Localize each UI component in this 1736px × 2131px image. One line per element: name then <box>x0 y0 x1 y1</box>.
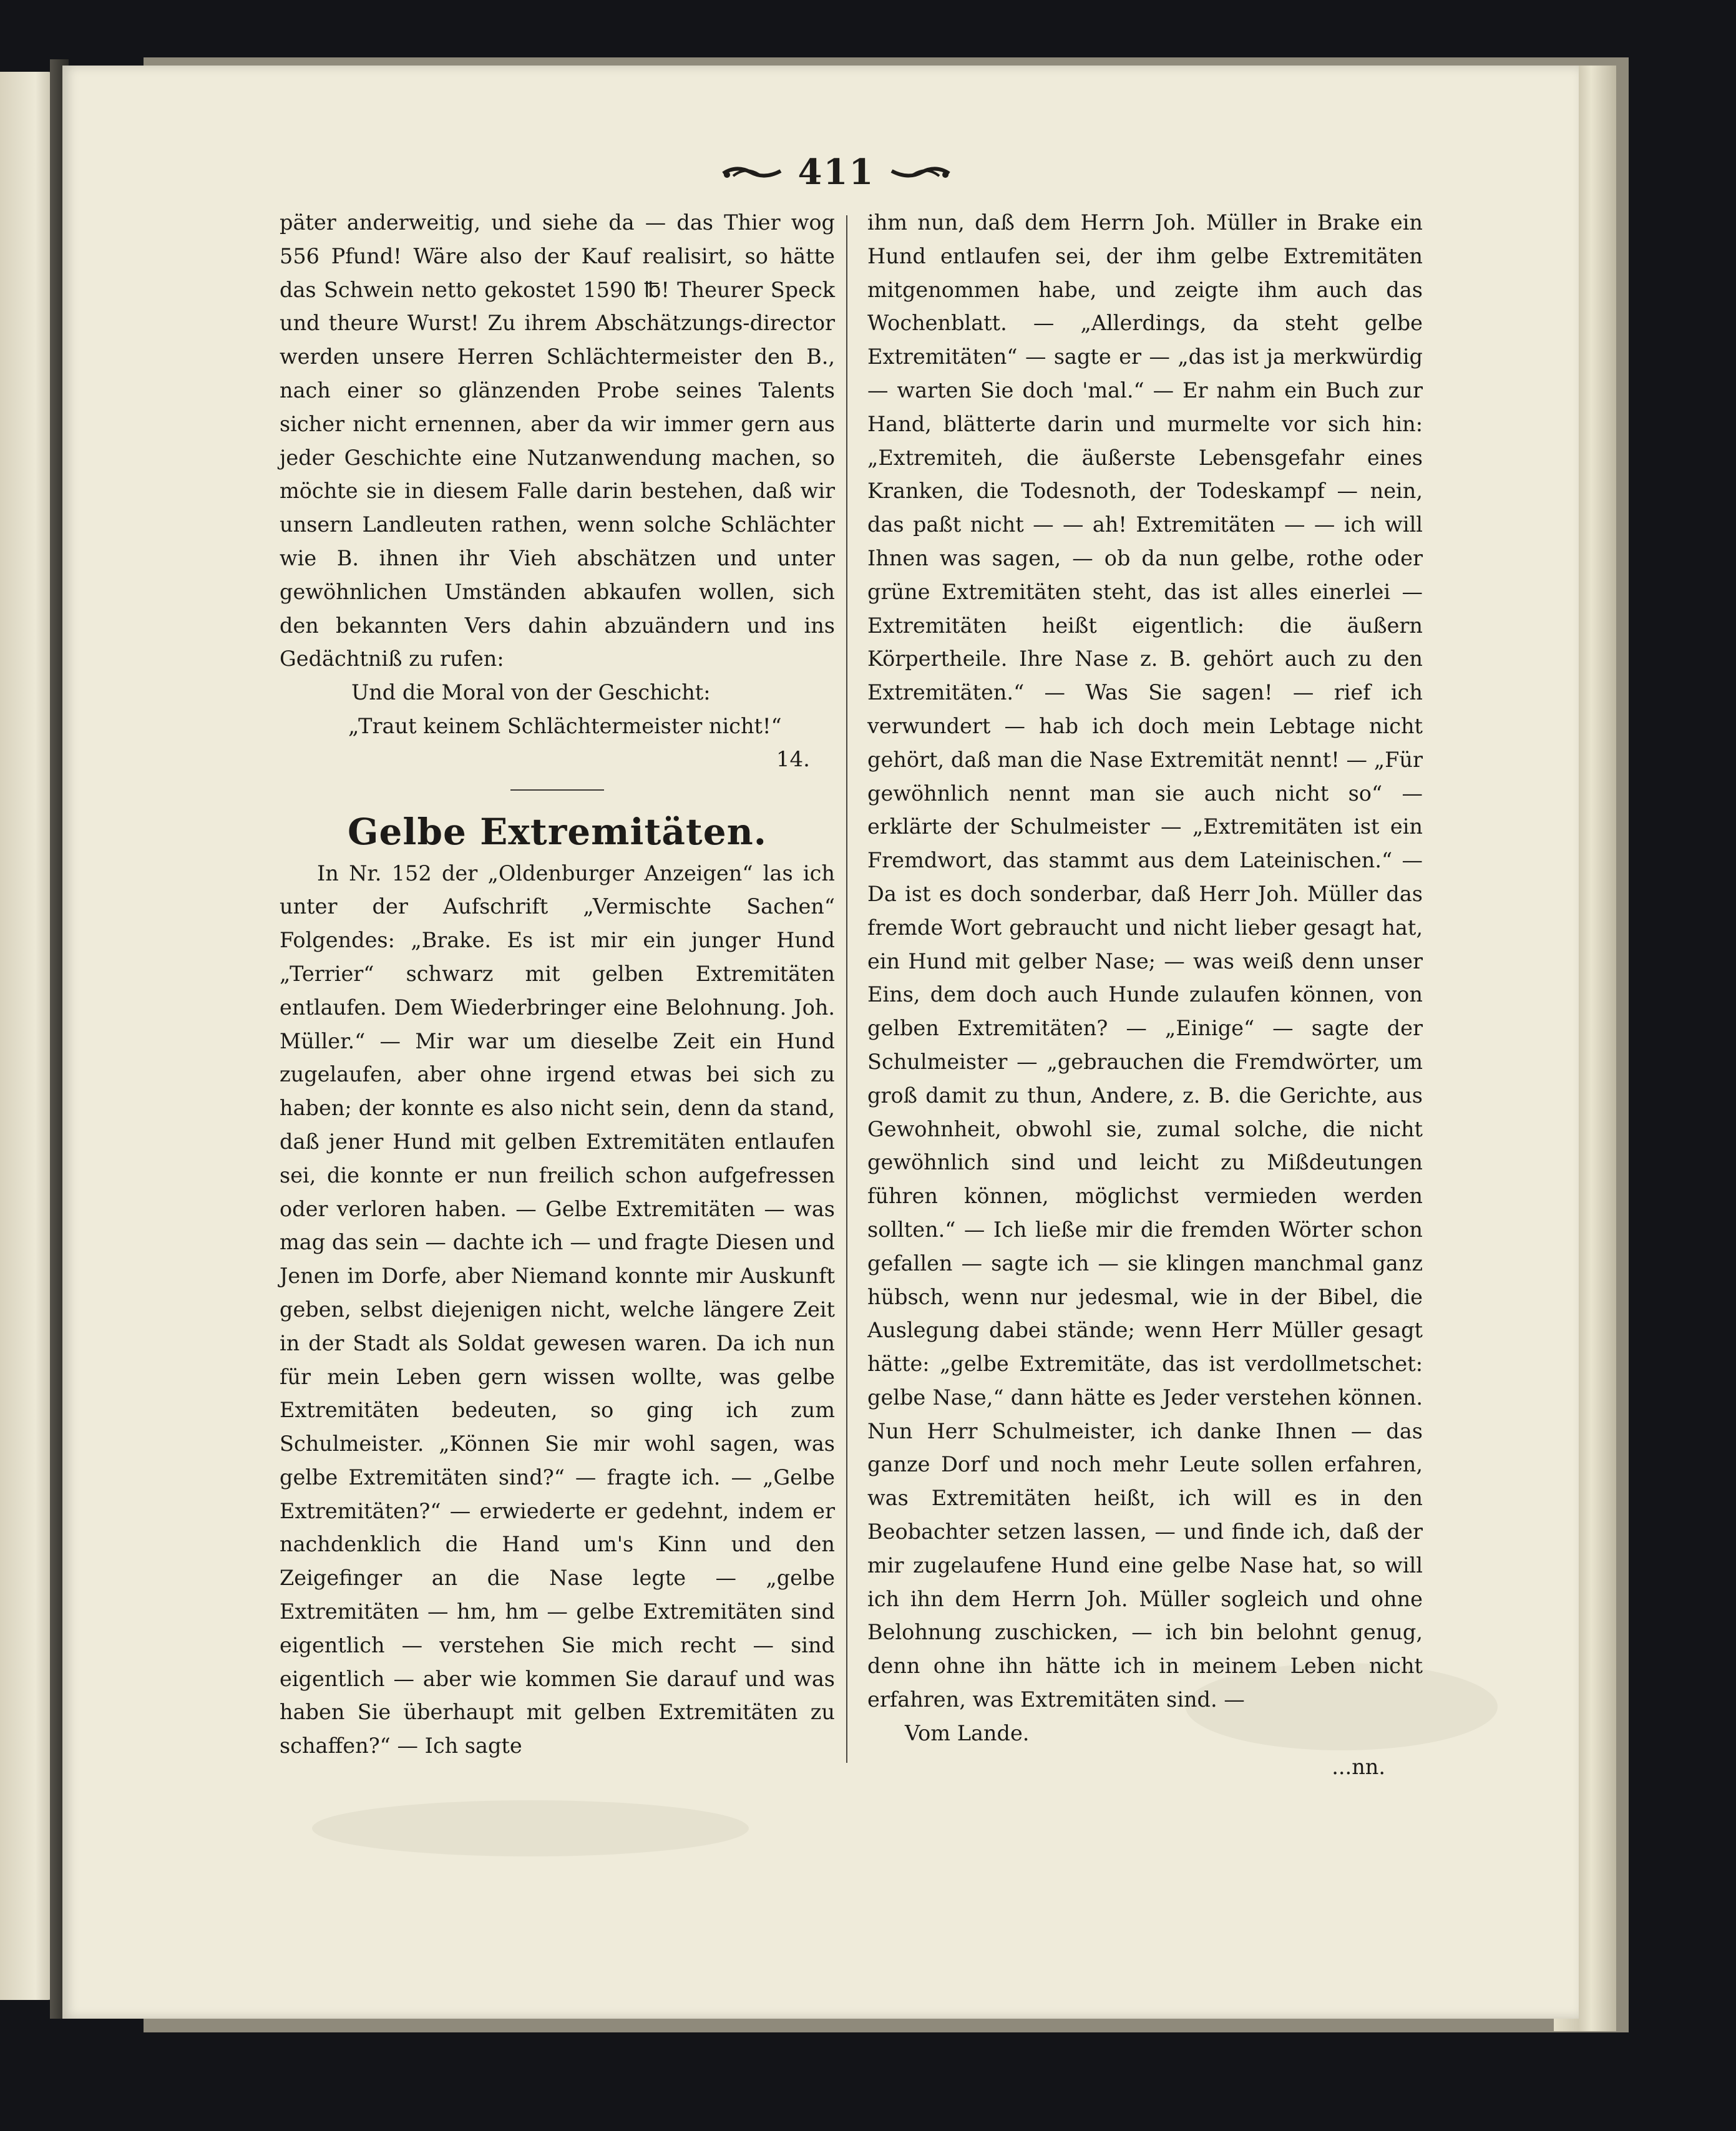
section-rule <box>510 789 604 791</box>
article-continuation: ihm nun, daß dem Herrn Joh. Müller in Brake ein Hund entlaufen sei, der ihm gelbe Extremitäten mitgenommen habe, und zeigte ihm auch das Wochenblatt. — „Allerdings, da steht gelbe Extremitäten“ — sagte er — „das ist ja merkwürdig — warten Sie doch 'mal.“ — Er nahm ein Buch zur Hand, blätterte darin und murmelte vor sich hin: „Extremiteh, die äußerste Lebensgefahr eines Kranken, die Todesnoth, der Todeskampf — nein, das paßt nicht — — ah! Extremitäten — — ich will Ihnen was sagen, — ob da nun gelbe, rothe oder grüne Extremitäten steht, das ist alles einerlei — Extremitäten heißt eigentlich: die äußern Körpertheile. Ihre Nase z. B. gehört auch zu den Extremitäten.“ — Was Sie sagen! — rief ich verwundert — hab ich doch mein Lebtage nicht gehört, daß man die Nase Extremität nennt! — „Für gewöhnlich nennt man sie auch nicht so“ — erklärte der Schulmeister — „Extremitäten ist ein Fremdwort, das stammt aus dem Lateinischen.“ — Da ist es doch sonderbar, daß Herr Joh. Müller das fremde Wort gebraucht und nicht lieber gesagt hat, ein Hund mit gelber Nase; — was weiß denn unser Eins, dem doch auch Hunde zulaufen können, von gelben Extremitäten? — „Einige“ — sagte der Schulmeister — „gebrauchen die Fremdwörter, um groß damit zu thun, Andere, z. B. die Gerichte, aus Gewohnheit, obwohl sie, zumal solche, die nicht gewöhnlich sind und leicht zu Mißdeutungen führen können, möglichst vermieden werden sollten.“ — Ich ließe mir die fremden Wörter schon gefallen — sagte ich — sie klingen manchmal ganz hübsch, wenn nur jedesmal, wie in der Bibel, die Auslegung dabei stände; wenn Herr Müller gesagt hätte: „gelbe Extremitäte, das ist verdollmetschet: gelbe Nase,“ dann hätte es Jeder verstehen können. Nun Herr Schulmeister, ich danke Ihnen — das ganze Dorf und noch mehr Leute sollen erfahren, was Extremitäten heißt, ich will es in den Beobachter setzen lassen, — und finde ich, daß der mir zugelaufene Hund eine gelbe Nase hat, so will ich ihn dem Herrn Joh. Müller sogleich und ohne Belohnung zuschicken, — ich bin belohnt genug, denn ohne ihn hätte ich in meinem Leben nicht erfahren, was Extremitäten sind. — <box>867 210 1423 1712</box>
page-number: 411 <box>797 152 875 193</box>
article-title: Gelbe Extremitäten. <box>348 810 767 853</box>
right-ornament-icon <box>889 160 952 185</box>
bleed-through-stain <box>312 1800 749 1856</box>
page-header <box>705 147 967 197</box>
left-column <box>280 206 835 1763</box>
column-divider <box>846 215 847 1763</box>
right-column <box>867 206 1423 1783</box>
signature-place: Vom Lande. <box>905 1720 1030 1745</box>
section-number: 14. <box>776 746 810 772</box>
continued-paragraph: päter anderweitig, und siehe da — das Thier wog 556 Pfund! Wäre also der Kauf realisirt, so hätte das Schwein netto gekostet 1590 ℔! Theurer Speck und theure Wurst! Zu ihrem Abschätzungs-director werden unsere Herren Schlächtermeister den B., nach einer so glänzenden Probe seines Talents sicher nicht ernennen, aber da wir immer gern aus jeder Geschichte eine Nutzanwendung machen, so möchte sie in diesem Falle darin bestehen, daß wir unsern Landleuten rathen, wenn solche Schlächter wie B. ihnen ihr Vieh abschätzen und unter gewöhnlichen Umständen abkaufen wollen, sich den bekannten Vers dahin abzuändern und ins Gedächtniß zu rufen: <box>280 210 835 671</box>
verse-line-2: „Traut keinem Schlächtermeister nicht!“ <box>348 713 782 738</box>
verse-line-1: Und die Moral von der Geschicht: <box>351 680 711 705</box>
signature-name: ...nn. <box>1332 1754 1385 1779</box>
article-paragraph: In Nr. 152 der „Oldenburger Anzeigen“ las ich unter der Aufschrift „Vermischte Sachen“ Folgendes: „Brake. Es ist mir ein junger Hund „Terrier“ schwarz mit gelben Extremitäten entlaufen. Dem Wiederbringer eine Belohnung. Joh. Müller.“ — Mir war um dieselbe Zeit ein Hund zugelaufen, aber ohne irgend etwas bei sich zu haben; der konnte es also nicht sein, denn da stand, daß jener Hund mit gelben Extremitäten entlaufen sei, die konnte er nun freilich schon aufgefressen oder verloren haben. — Gelbe Extremitäten — was mag das sein — dachte ich — und fragte Diesen und Jenen im Dorfe, aber Niemand konnte mir Auskunft geben, selbst diejenigen nicht, welche längere Zeit in der Stadt als Soldat gewesen waren. Da ich nun für mein Leben gern wissen wollte, was gelbe Extremitäten bedeuten, so ging ich zum Schulmeister. „Können Sie mir wohl sagen, was gelbe Extremitäten sind?“ — fragte ich. — „Gelbe Extremitäten?“ — erwiederte er gedehnt, indem er nachdenklich die Hand um's Kinn und den Zeigefinger an die Nase legte — „gelbe Extremitäten — hm, hm — gelbe Extremitäten sind eigentlich — verstehen Sie mich recht — sind eigentlich — aber wie kommen Sie darauf und was haben Sie überhaupt mit gelben Extremitäten zu schaffen?“ — Ich sagte <box>280 861 835 1758</box>
left-ornament-icon <box>721 160 783 185</box>
